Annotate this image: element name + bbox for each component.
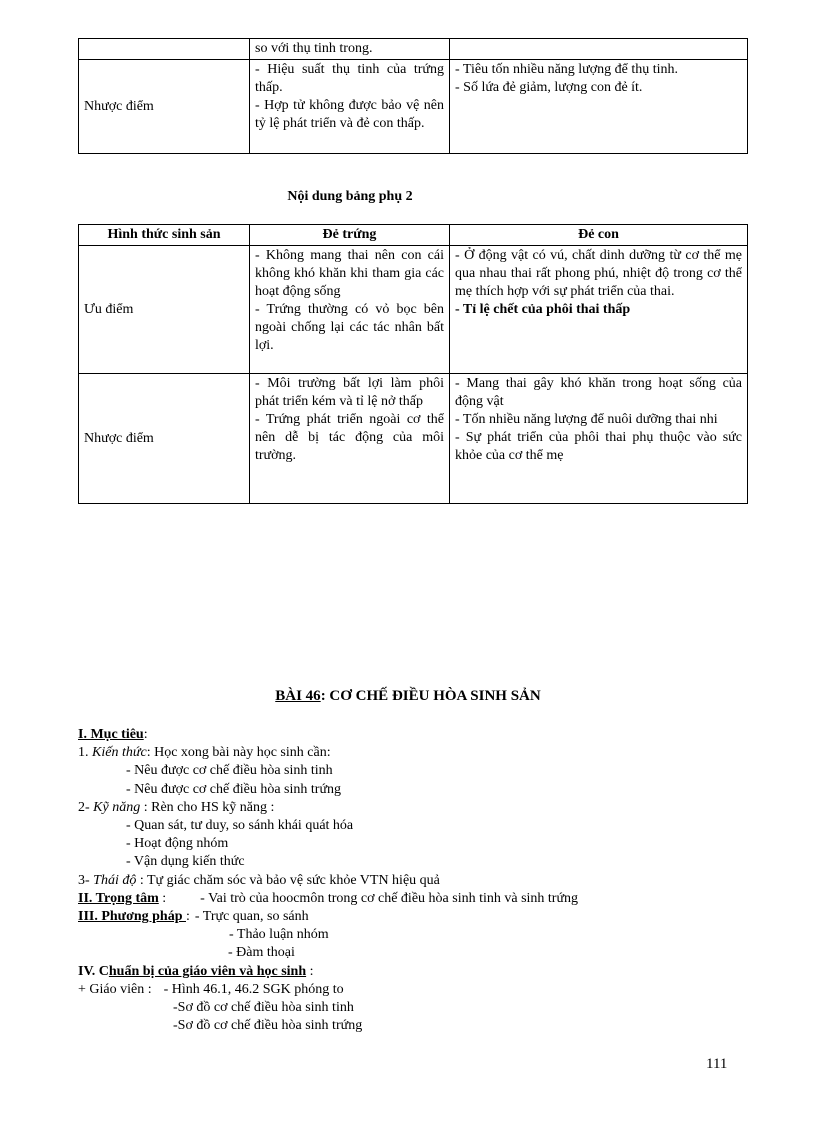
cell-line: - Số lứa đẻ giảm, lượng con đẻ ít. — [455, 80, 643, 95]
table-row — [79, 374, 748, 504]
item-text: : Tự giác chăm sóc và bảo vệ sức khỏe VTN hiệu quả — [136, 872, 440, 888]
comparison-table — [78, 224, 748, 504]
advantages-table-continued — [78, 38, 748, 154]
item-label: Kiến thức — [92, 745, 147, 761]
column-header: Đẻ con — [450, 225, 748, 246]
table-cell — [79, 39, 250, 60]
cell-line: - Trứng thường có vỏ bọc bên ngoài chống lại các tác nhân bất lợi. — [255, 302, 444, 353]
focus-line — [78, 890, 758, 908]
table-cell — [450, 39, 748, 60]
item-number: 2- — [78, 799, 94, 815]
list-item: - Vận dụng kiến thức — [126, 854, 245, 870]
list-item: - Quan sát, tư duy, so sánh khái quát hóa — [126, 818, 354, 834]
lesson-body — [78, 726, 758, 1035]
table-row — [79, 39, 748, 60]
table-cell: so với thụ tinh trong. — [250, 39, 450, 60]
table-row — [79, 60, 748, 154]
section-heading: huẩn bị của giáo viên và học sinh — [108, 963, 307, 979]
heading-colon: : — [143, 727, 148, 742]
section-heading: II. Trọng tâm — [78, 890, 159, 906]
row-label: Nhược điểm — [79, 60, 250, 154]
item-number: 3- — [78, 872, 94, 888]
list-item: - Nêu được cơ chế điều hòa sinh trứng — [126, 781, 342, 797]
item-label: Kỹ năng — [93, 799, 141, 815]
cell-line: - Tiêu tốn nhiều năng lượng để thụ tinh. — [455, 62, 679, 77]
page-number: 111 — [706, 1056, 728, 1072]
section-heading: IV. C — [78, 963, 109, 979]
table-caption: Nội dung bảng phụ 2 — [287, 189, 413, 204]
knowledge-line — [78, 744, 758, 762]
preparation-heading — [78, 963, 758, 981]
cell-line: - Hiệu suất thụ tinh của trứng thấp. — [255, 62, 444, 95]
cell-line: - Tỉ lệ chết của phôi thai thấp — [455, 302, 631, 317]
lesson-title-text: : CƠ CHẾ ĐIỀU HÒA SINH SẢN — [320, 688, 541, 704]
table-header-row — [79, 225, 748, 246]
item-text: - Vai trò của hoocmôn trong cơ chế điều hòa sinh tinh và sinh trứng — [200, 890, 579, 906]
cell-line: - Trứng phát triển ngoài cơ thể nên dễ bị tác động của môi trường. — [255, 412, 444, 463]
table-cell — [450, 374, 748, 504]
item-label: + Giáo viên : — [78, 981, 152, 997]
list-item: - Trực quan, so sánh — [194, 909, 309, 925]
teacher-line — [78, 981, 758, 999]
column-header: Đẻ trứng — [250, 225, 450, 246]
lesson-title — [0, 688, 816, 705]
lesson-number: BÀI 46 — [275, 688, 321, 704]
table-cell — [450, 60, 748, 154]
item-text: : Rèn cho HS kỹ năng : — [140, 799, 275, 815]
skills-line — [78, 799, 758, 817]
heading-colon: : — [185, 909, 190, 925]
row-label: Ưu điểm — [79, 246, 250, 374]
item-text: : Học xong bài này học sinh cần: — [146, 745, 331, 761]
heading-colon: : — [158, 890, 167, 906]
list-item: -Sơ đồ cơ chế điều hòa sinh tinh — [173, 1000, 354, 1016]
table-cell — [450, 246, 748, 374]
item-number: 1. — [78, 745, 92, 761]
cell-line: - Mang thai gây khó khăn trong hoạt sống của động vật — [455, 376, 742, 409]
cell-line: - Môi trường bất lợi làm phôi phát triển kém và tỉ lệ nở thấp — [255, 376, 444, 409]
cell-line: - Hợp tử không được bảo vệ nên tỷ lệ phát triển và đẻ con thấp. — [255, 98, 444, 131]
list-item: - Thảo luận nhóm — [229, 927, 329, 943]
section-heading: III. Phương pháp — [78, 909, 186, 925]
cell-line: - Sự phát triển của phôi thai phụ thuộc vào sức khỏe của cơ thể mẹ — [455, 430, 742, 463]
method-line — [78, 908, 758, 926]
list-item: - Đàm thoại — [228, 945, 295, 961]
table-cell — [250, 374, 450, 504]
cell-line: - Ở động vật có vú, chất dinh dưỡng từ cơ thể mẹ qua nhau thai rất phong phú, nhiệt độ trong cơ thể mẹ thích hợp với sự phát triển của thai. — [455, 248, 742, 299]
section-objectives-heading — [78, 726, 758, 744]
table-cell — [250, 60, 450, 154]
heading-colon: : — [306, 963, 314, 979]
list-item: - Hình 46.1, 46.2 SGK phóng to — [163, 981, 344, 997]
cell-line: - Không mang thai nên con cái không khó khăn khi tham gia các hoạt động sống — [255, 248, 444, 299]
item-label: Thái độ — [93, 872, 137, 888]
table-row — [79, 246, 748, 374]
row-label: Nhược điểm — [79, 374, 250, 504]
section-heading: I. Mục tiêu — [78, 727, 144, 742]
column-header: Hình thức sinh sản — [79, 225, 250, 246]
table-cell — [250, 246, 450, 374]
cell-line: - Tốn nhiều năng lượng để nuôi dưỡng thai nhi — [455, 412, 718, 427]
list-item: - Nêu được cơ chế điều hòa sinh tinh — [126, 763, 333, 779]
list-item: - Hoạt động nhóm — [126, 836, 229, 852]
list-item: -Sơ đồ cơ chế điều hòa sinh trứng — [173, 1018, 363, 1034]
attitude-line — [78, 872, 758, 890]
